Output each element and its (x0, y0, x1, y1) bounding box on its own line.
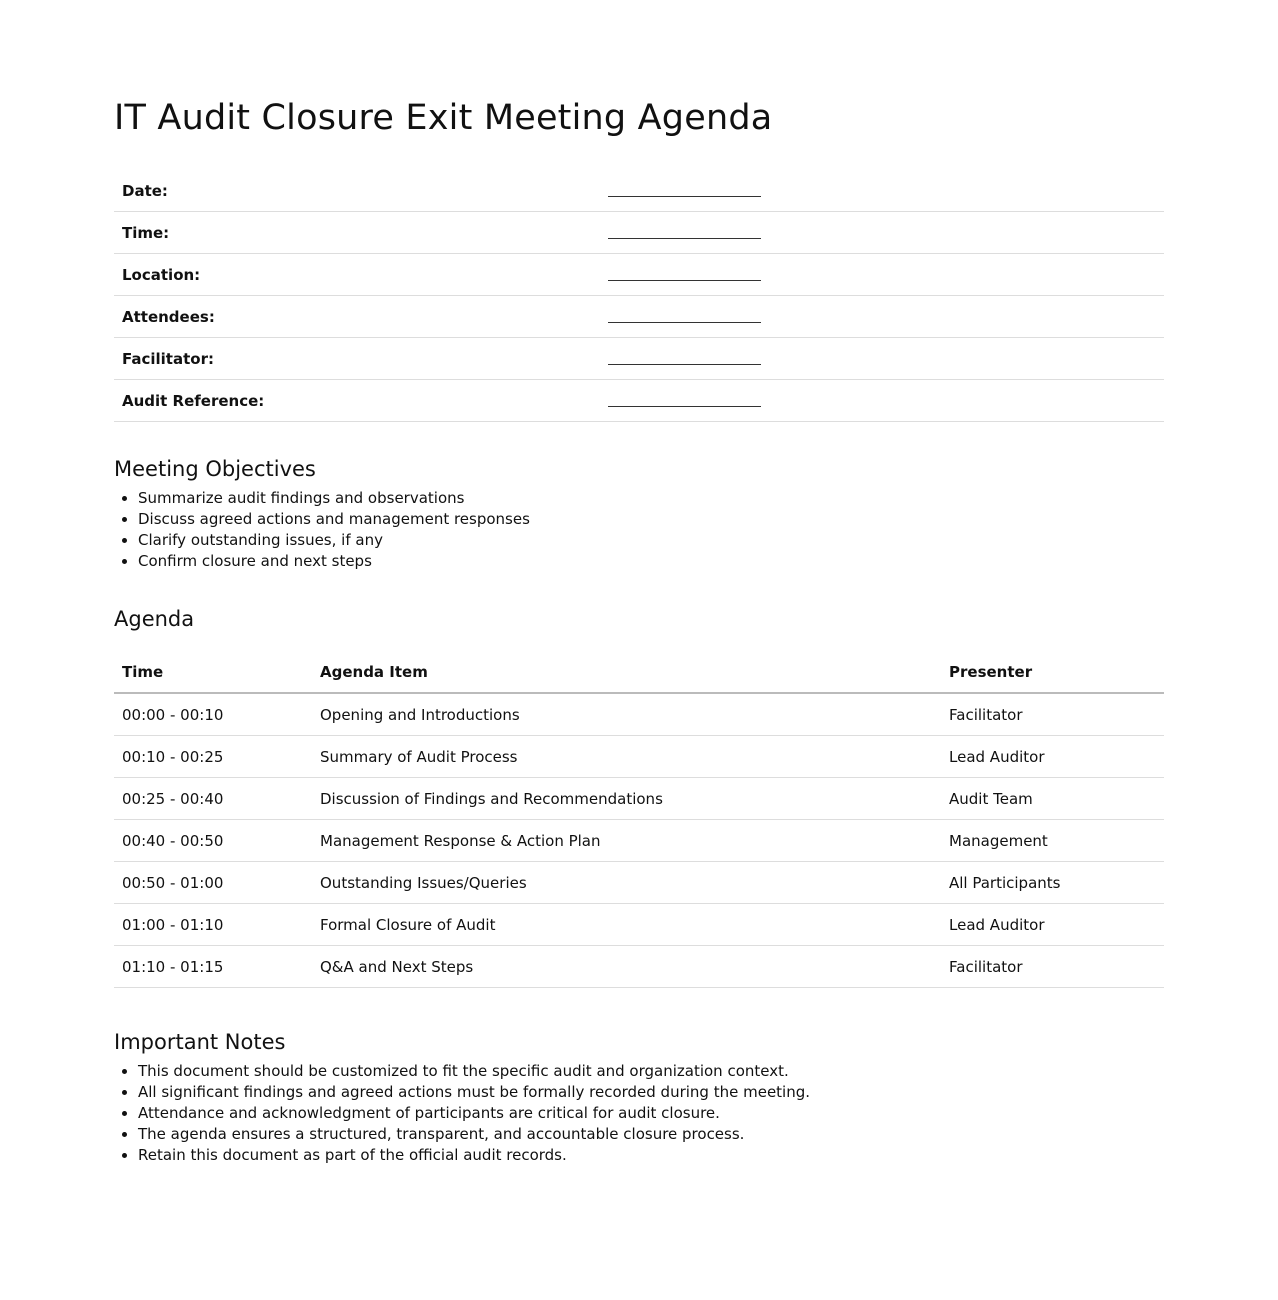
info-row-audit-reference (114, 380, 1164, 422)
blank-fill-line (608, 186, 761, 197)
info-value-field[interactable] (592, 380, 1164, 422)
agenda-table (114, 652, 1164, 988)
table-row (114, 862, 1164, 904)
info-label: Time: (114, 212, 592, 254)
info-label: Facilitator: (114, 338, 592, 380)
list-item: • The agenda ensures a structured, transparent, and accountable closure process. (138, 1124, 1164, 1145)
column-header-presenter: Presenter (941, 652, 1164, 693)
cell-time: 01:00 - 01:10 (114, 904, 312, 946)
info-label: Attendees: (114, 296, 592, 338)
notes-list (114, 1061, 1164, 1166)
info-row-facilitator (114, 338, 1164, 380)
list-item: • Summarize audit findings and observations (138, 488, 1164, 509)
table-row (114, 946, 1164, 988)
info-value-field[interactable] (592, 170, 1164, 212)
column-header-time: Time (114, 652, 312, 693)
list-item: • Attendance and acknowledgment of participants are critical for audit closure. (138, 1103, 1164, 1124)
list-item: • Confirm closure and next steps (138, 551, 1164, 572)
cell-presenter: Lead Auditor (941, 736, 1164, 778)
meeting-info-table (114, 170, 1164, 422)
cell-time: 00:10 - 00:25 (114, 736, 312, 778)
info-label: Audit Reference: (114, 380, 592, 422)
list-item: • This document should be customized to fit the specific audit and organization context. (138, 1061, 1164, 1082)
table-row (114, 693, 1164, 736)
cell-presenter: All Participants (941, 862, 1164, 904)
column-header-agenda-item: Agenda Item (312, 652, 941, 693)
info-value-field[interactable] (592, 212, 1164, 254)
info-row-location (114, 254, 1164, 296)
page-title: IT Audit Closure Exit Meeting Agenda (114, 98, 773, 138)
cell-agenda-item: Q&A and Next Steps (312, 946, 941, 988)
cell-agenda-item: Outstanding Issues/Queries (312, 862, 941, 904)
blank-fill-line (608, 270, 761, 281)
cell-agenda-item: Formal Closure of Audit (312, 904, 941, 946)
info-value-field[interactable] (592, 338, 1164, 380)
cell-presenter: Audit Team (941, 778, 1164, 820)
cell-time: 01:10 - 01:15 (114, 946, 312, 988)
document-page (114, 0, 1164, 1166)
cell-agenda-item: Discussion of Findings and Recommendations (312, 778, 941, 820)
cell-presenter: Facilitator (941, 693, 1164, 736)
info-row-time (114, 212, 1164, 254)
blank-fill-line (608, 228, 761, 239)
table-row (114, 778, 1164, 820)
info-row-date (114, 170, 1164, 212)
cell-presenter: Management (941, 820, 1164, 862)
table-row (114, 904, 1164, 946)
info-label: Location: (114, 254, 592, 296)
cell-time: 00:50 - 01:00 (114, 862, 312, 904)
blank-fill-line (608, 396, 761, 407)
objectives-list (114, 488, 1164, 572)
table-row (114, 736, 1164, 778)
info-label: Date: (114, 170, 592, 212)
cell-presenter: Facilitator (941, 946, 1164, 988)
objectives-heading: Meeting Objectives (114, 457, 316, 481)
info-value-field[interactable] (592, 296, 1164, 338)
cell-time: 00:40 - 00:50 (114, 820, 312, 862)
cell-time: 00:25 - 00:40 (114, 778, 312, 820)
cell-agenda-item: Summary of Audit Process (312, 736, 941, 778)
info-value-field[interactable] (592, 254, 1164, 296)
list-item: • Clarify outstanding issues, if any (138, 530, 1164, 551)
agenda-heading: Agenda (114, 607, 195, 631)
cell-agenda-item: Management Response & Action Plan (312, 820, 941, 862)
table-row (114, 820, 1164, 862)
list-item: • All significant findings and agreed actions must be formally recorded during the meeting. (138, 1082, 1164, 1103)
cell-time: 00:00 - 00:10 (114, 693, 312, 736)
table-header-row (114, 652, 1164, 693)
blank-fill-line (608, 354, 761, 365)
cell-presenter: Lead Auditor (941, 904, 1164, 946)
notes-heading: Important Notes (114, 1030, 286, 1054)
info-row-attendees (114, 296, 1164, 338)
list-item: • Retain this document as part of the official audit records. (138, 1145, 1164, 1166)
blank-fill-line (608, 312, 761, 323)
cell-agenda-item: Opening and Introductions (312, 693, 941, 736)
list-item: • Discuss agreed actions and management responses (138, 509, 1164, 530)
